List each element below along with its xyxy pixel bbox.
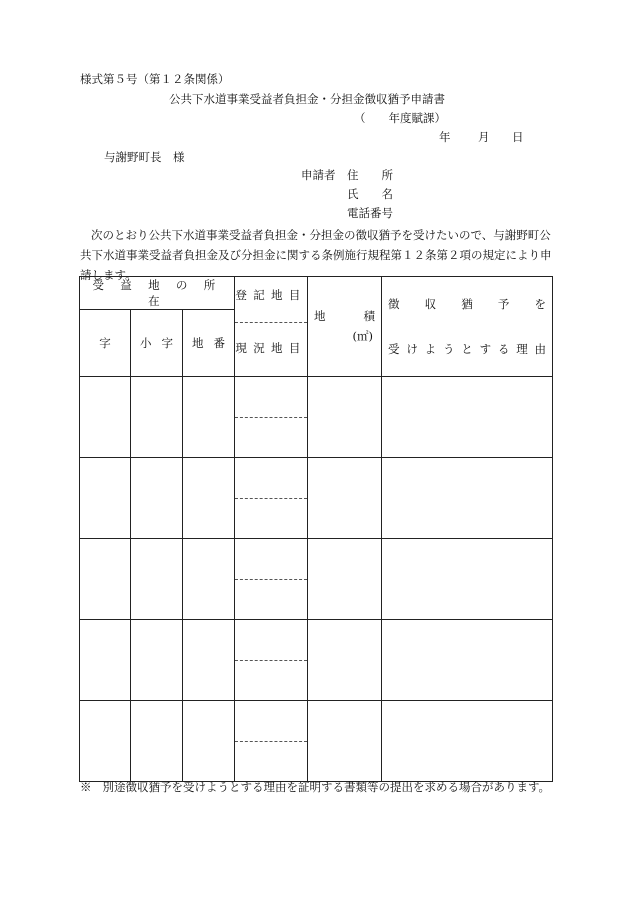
aza-cell[interactable] — [80, 539, 131, 620]
footnote — [80, 778, 555, 797]
date-day: 日 — [512, 130, 524, 144]
applicant-label: 申請者 — [301, 168, 336, 182]
reason-cell[interactable] — [382, 377, 553, 458]
category-divider — [235, 322, 307, 323]
aza-cell[interactable] — [80, 377, 131, 458]
reason-cell[interactable] — [382, 620, 553, 701]
date-year: 年 — [439, 130, 451, 144]
date-month: 月 — [478, 130, 490, 144]
application-table — [79, 276, 553, 782]
area-unit: (㎡) — [352, 329, 374, 343]
koaza-cell[interactable] — [131, 620, 183, 701]
table-row — [80, 377, 553, 458]
area-header: 地 積 — [314, 309, 376, 323]
aza-header: 字 — [80, 310, 131, 377]
area-cell[interactable] — [308, 701, 382, 782]
category-cell[interactable] — [235, 377, 308, 458]
category-divider — [235, 741, 307, 742]
registered-category-header: 登記地目 — [235, 288, 307, 302]
category-divider — [235, 498, 307, 499]
applicant-address-label: 住 所 — [347, 168, 393, 182]
category-cell[interactable] — [235, 701, 308, 782]
reason-header-line2: 受 け よ う と す る 理 由 — [388, 341, 547, 356]
chiban-cell[interactable] — [183, 458, 235, 539]
table-row — [80, 620, 553, 701]
chiban-cell[interactable] — [183, 620, 235, 701]
body-text: 次のとおり公共下水道事業受益者負担金・分担金の徴収猶予を受けたいので、与謝野町公共下水道事業受益者負担金及び分担金に関する条例施行規程第１２条第２項の規定により申請します。 — [80, 228, 552, 282]
footnote-mark: ※ — [80, 780, 92, 794]
area-header-cell — [308, 277, 382, 377]
area-cell[interactable] — [308, 620, 382, 701]
reason-cell[interactable] — [382, 701, 553, 782]
location-header: 受 益 地 の 所 在 — [92, 278, 222, 308]
chiban-cell[interactable] — [183, 377, 235, 458]
area-cell[interactable] — [308, 458, 382, 539]
footnote-text: 別途徴収猶予を受けようとする理由を証明する書類等の提出を求める場合があります。 — [102, 780, 551, 794]
category-cell[interactable] — [235, 458, 308, 539]
category-cell[interactable] — [235, 620, 308, 701]
fiscal-year-label: （ 年度賦課） — [354, 111, 446, 125]
category-cell[interactable] — [235, 539, 308, 620]
koaza-cell[interactable] — [131, 458, 183, 539]
koaza-cell[interactable] — [131, 539, 183, 620]
area-cell[interactable] — [308, 539, 382, 620]
table-row — [80, 458, 553, 539]
applicant-phone-label: 電話番号 — [347, 206, 393, 220]
koaza-cell[interactable] — [131, 377, 183, 458]
aza-cell[interactable] — [80, 701, 131, 782]
aza-cell[interactable] — [80, 458, 131, 539]
chiban-header: 地 番 — [183, 310, 235, 377]
form-title: 公共下水道事業受益者負担金・分担金徴収猶予申請書 — [169, 92, 445, 106]
form-number: 様式第５号（第１２条関係） — [80, 72, 230, 86]
category-divider — [235, 660, 307, 661]
chiban-cell[interactable] — [183, 539, 235, 620]
koaza-cell[interactable] — [131, 701, 183, 782]
current-category-header: 現況地目 — [235, 341, 307, 355]
table-row — [80, 701, 553, 782]
applicant-name-label: 氏 名 — [347, 187, 393, 201]
table-row — [80, 539, 553, 620]
chiban-cell[interactable] — [183, 701, 235, 782]
reason-header-cell — [382, 277, 553, 377]
area-cell[interactable] — [308, 377, 382, 458]
reason-cell[interactable] — [382, 458, 553, 539]
addressee: 与謝野町長 様 — [104, 150, 185, 164]
koaza-header: 小 字 — [131, 310, 183, 377]
reason-header-line1: 徴 収 猶 予 を — [388, 297, 547, 312]
category-divider — [235, 579, 307, 580]
category-divider — [235, 417, 307, 418]
aza-cell[interactable] — [80, 620, 131, 701]
reason-cell[interactable] — [382, 539, 553, 620]
category-header-cell — [235, 277, 308, 377]
location-header-cell — [80, 277, 235, 310]
